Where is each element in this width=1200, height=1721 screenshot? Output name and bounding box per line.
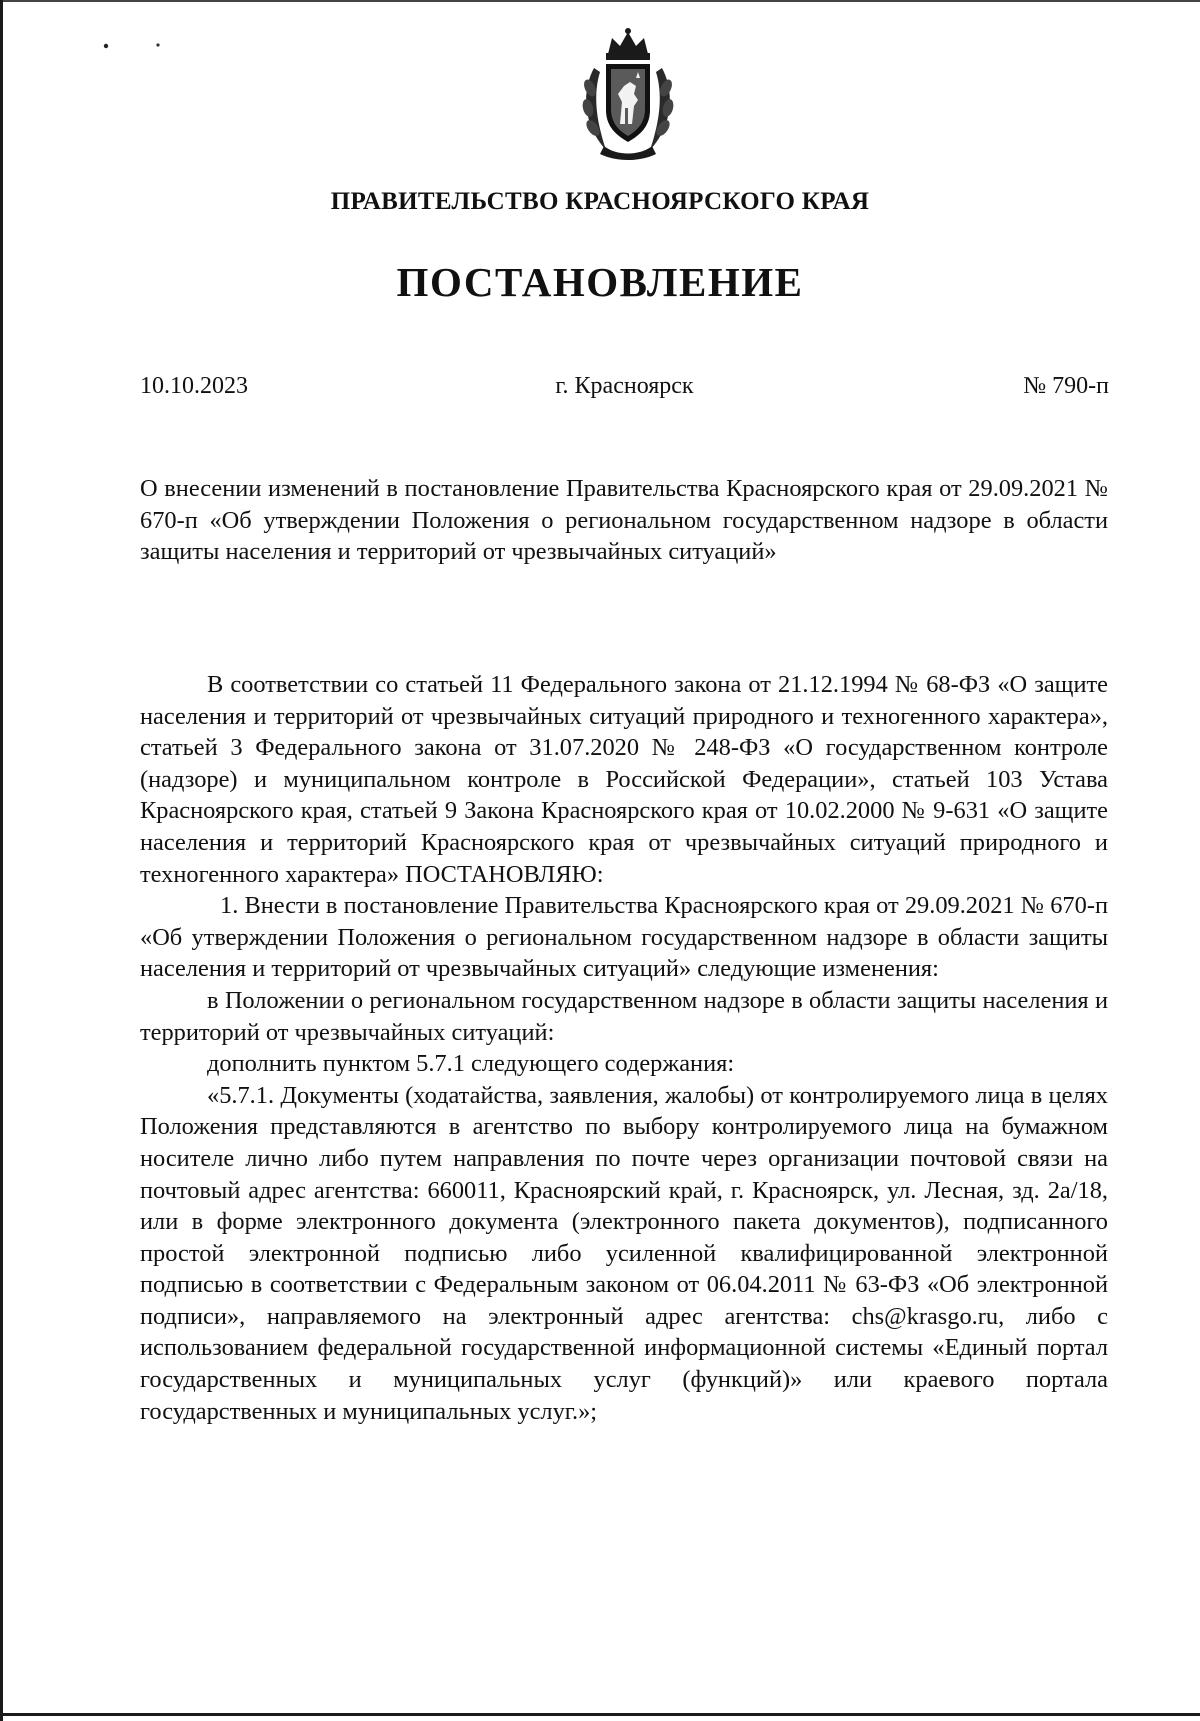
item-1-paragraph: 1. Внести в постановление Правительства Красноярского края от 29.09.2021 № 670-п «Об утверждении Положения о региональном государственном надзоре в области защиты населения и территорий от чрезвычайных ситуаций» следующие изменения: [140, 892, 1108, 983]
document-title: О внесении изменений в постановление Правительства Красноярского края от 29.09.2021 № 670-п «Об утверждении Положения о региональном государственном надзоре в области защиты населения и территорий от чрезвычайных ситуаций» [140, 475, 1108, 566]
government-name: ПРАВИТЕЛЬСТВО КРАСНОЯРСКОГО КРАЯ [330, 188, 870, 215]
scan-edge-top [0, 0, 1200, 2]
document-body [140, 669, 1108, 1427]
document-type: ПОСТАНОВЛЕНИЕ [396, 259, 804, 305]
clause-5-7-1-paragraph: «5.7.1. Документы (ходатайства, заявления, жалобы) от контролируемого лица в целях Положения представляются в агентство по выбору контролируемого лица на бумажном носителе лично либо путем направления по почте через организации почтовой связи на почтовый адрес агентства: 660011, Красноярский край, г. Красноярск, ул. Лесная, зд. 2а/18, или в форме электронного документа (электронного пакета документов), подписанного простой электронной подписью либо усиленной квалифицированной электронной подписью в соответствии с Федеральным законом от 06.04.2011 № 63-ФЗ «Об электронной подписи», направляемого на электронный адрес агентства: chs@krasgo.ru, либо с использованием федеральной государственной информационной системы «Единый портал государственных и муниципальных услуг (функций)» или краевого портала государственных и муниципальных услуг.»; [140, 1081, 1108, 1425]
scan-edge-bottom [0, 1713, 1200, 1716]
coat-of-arms-icon [568, 28, 688, 160]
document-title-block [140, 473, 1108, 568]
document-meta [140, 373, 1109, 405]
amendment-intro-paragraph: дополнить пунктом 5.7.1 следующего содержания: [207, 1050, 735, 1078]
preamble-paragraph: В соответствии со статьей 11 Федерального закона от 21.12.1994 № 68-ФЗ «О защите населения и территорий от чрезвычайных ситуаций природного и техногенного характера», статьей 3 Федерального закона от 31.07.2020 № 248-ФЗ «О государственном контроле (надзоре) и муниципальном контроле в Российской Федерации», статьей 103 Устава Красноярского края, статьей 9 Закона Красноярского края от 10.02.2000 № 9-631 «О защите населения и территорий Красноярского края от чрезвычайных ситуаций природного и техногенного характера» ПОСТАНОВЛЯЮ: [140, 671, 1108, 888]
amendment-paragraph: в Положении о региональном государственном надзоре в области защиты населения и территорий от чрезвычайных ситуаций: [140, 986, 1108, 1046]
document-number: № 790-п [1023, 373, 1109, 399]
document-date: 10.10.2023 [140, 373, 248, 399]
document-city: г. Красноярск [555, 373, 694, 399]
scan-specks [98, 40, 168, 52]
